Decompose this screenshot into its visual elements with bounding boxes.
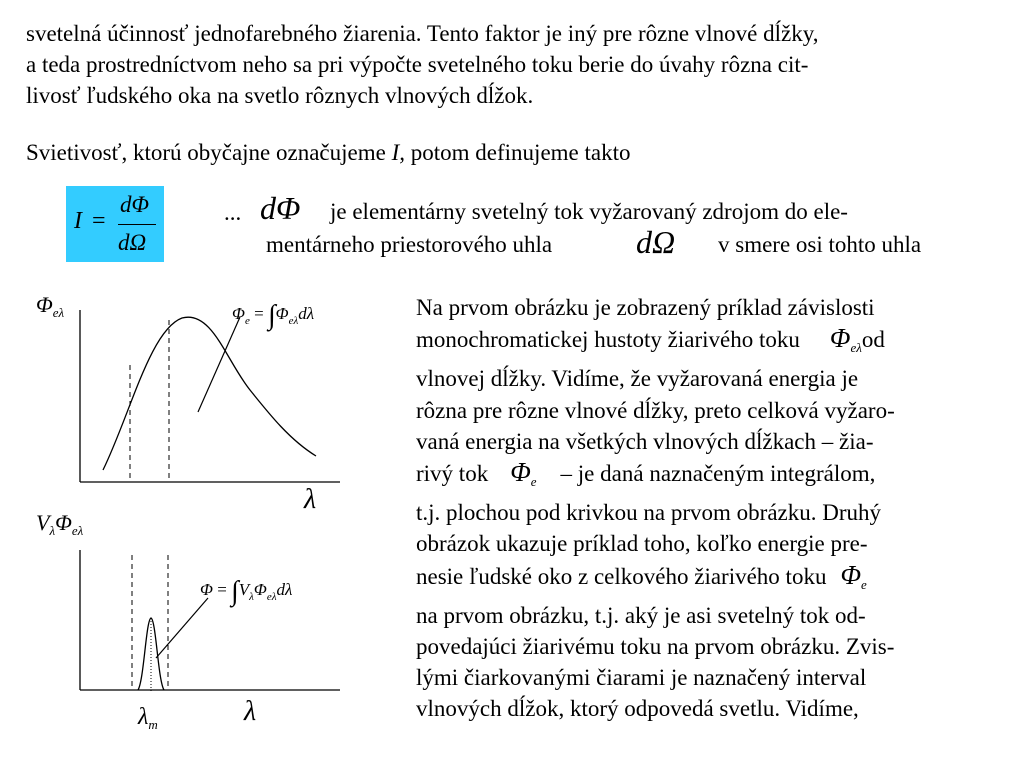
explanation-text-3: v smere osi tohto uhla xyxy=(718,232,922,257)
bottom-integral-V-sub: λ xyxy=(249,591,254,603)
definition-before: Svietivosť, ktorú obyčajne označujeme xyxy=(26,140,392,165)
right-line-9 xyxy=(416,560,895,600)
bottom-ylabel xyxy=(36,510,83,539)
intro-paragraph xyxy=(26,18,818,111)
right-line-3: vlnovej dĺžky. Vidíme, že vyžarovaná energia je xyxy=(416,366,859,392)
right-line-13: vlnových dĺžok, ktorý odpovedá svetlu. Vidíme, xyxy=(416,696,859,722)
top-ylabel xyxy=(36,292,64,321)
bottom-integral-lhs: Φ xyxy=(200,580,213,599)
right-line-9a: nesie ľudské oko z celkového žiarivého toku xyxy=(416,563,827,589)
right-line-6b: – je daná naznačeným integrálom, xyxy=(560,461,876,487)
right-phi3-sub: e xyxy=(861,576,867,592)
definition-symbol: I, xyxy=(391,140,406,165)
bottom-integral-phi: Φ xyxy=(253,580,267,599)
top-integral-sign: ∫ xyxy=(267,300,276,331)
bottom-ylabel-V-sub: λ xyxy=(49,523,56,538)
bottom-peak-label xyxy=(138,704,158,733)
top-ylabel-sub: eλ xyxy=(52,305,65,320)
explanation-domega-symbol: dΩ xyxy=(636,224,676,260)
bottom-integral-sign: ∫ xyxy=(231,576,239,607)
figure-bottom xyxy=(0,530,400,730)
right-line-2 xyxy=(416,323,895,363)
bottom-integral-d: dλ xyxy=(276,580,293,599)
intro-line-3: livosť ľudského oka na svetlo rôznych vlnových dĺžok. xyxy=(26,83,534,108)
formula-lhs: I xyxy=(74,208,82,234)
formula-numerator: dΦ xyxy=(120,192,150,217)
right-phi3-symbol: Φ xyxy=(840,559,862,590)
right-line-7: t.j. plochou pod krivkou na prvom obrázku. Druhý xyxy=(416,500,882,526)
bottom-ylabel-phi-sub: eλ xyxy=(71,523,84,538)
top-integral-d: dλ xyxy=(298,304,315,323)
explanation-text-2: mentárneho priestorového uhla xyxy=(266,232,553,257)
top-xlabel: λ xyxy=(304,484,317,515)
top-spectral-curve xyxy=(103,317,316,470)
bottom-xlabel: λ xyxy=(244,696,257,727)
right-line-6 xyxy=(416,457,895,497)
top-integral-lhs-sub: e xyxy=(244,315,250,327)
right-phi-symbol: Φ xyxy=(829,323,851,354)
bottom-peak-main: λ xyxy=(138,704,149,730)
formula-eq: = xyxy=(92,208,106,234)
formula-box xyxy=(66,186,164,262)
right-line-4: rôzna pre rôzne vlnové dĺžky, preto celková vyžaro- xyxy=(416,397,895,423)
right-line-2b: od xyxy=(861,327,885,353)
right-paragraph xyxy=(416,292,895,725)
explanation-ellipsis: ... xyxy=(224,200,242,225)
bottom-ylabel-phi: Φ xyxy=(55,510,72,535)
right-line-10: na prvom obrázku, t.j. aký je asi svetelný tok od- xyxy=(416,602,866,628)
formula-denominator: dΩ xyxy=(118,230,147,255)
right-phi2-sub: e xyxy=(530,474,537,490)
right-line-2a: monochromatickej hustoty žiarivého toku xyxy=(416,327,800,353)
bottom-integral xyxy=(200,576,292,608)
right-line-11: povedajúci žiarivému toku na prvom obrázku. Zvis- xyxy=(416,634,895,660)
bottom-integral-eq: = xyxy=(217,580,227,599)
bottom-ylabel-V: V xyxy=(36,510,50,535)
bottom-integral-V: V xyxy=(238,580,250,599)
intro-line-1: svetelná účinnosť jednofarebného žiarenia. Tento faktor je iný pre rôzne vlnové dĺžky, xyxy=(26,21,819,46)
explanation-text-1: je elementárny svetelný tok vyžarovaný zdrojom do ele- xyxy=(330,199,848,224)
right-line-6a: rivý tok xyxy=(416,461,489,487)
bottom-integral-phi-sub: eλ xyxy=(266,591,277,603)
top-integral-eq: = xyxy=(254,304,264,323)
bottom-peak-sub: m xyxy=(148,717,158,732)
intro-line-2: a teda prostredníctvom neho sa pri výpočte svetelného toku berie do úvahy rôzna cit- xyxy=(26,52,809,77)
definition-sentence xyxy=(26,137,631,168)
right-line-5: vaná energia na všetkých vlnových dĺžkach – žia- xyxy=(416,428,874,454)
right-phi-sub: eλ xyxy=(850,340,862,356)
top-integral-body-sub: eλ xyxy=(288,315,299,327)
right-line-12: lými čiarkovanými čiarami je naznačený interval xyxy=(416,665,867,691)
top-integral-body: Φ xyxy=(275,304,289,323)
explanation-dphi-symbol: dΦ xyxy=(260,190,301,226)
top-ylabel-main: Φ xyxy=(36,292,53,317)
right-line-1: Na prvom obrázku je zobrazený príklad závislosti xyxy=(416,295,875,320)
right-phi2-symbol: Φ xyxy=(510,457,531,488)
definition-after: potom definujeme takto xyxy=(405,140,631,165)
top-integral xyxy=(232,300,314,332)
right-line-8: obrázok ukazuje príklad toho, koľko energie pre- xyxy=(416,531,868,557)
fraction-bar xyxy=(118,224,156,225)
top-integral-lhs: Φ xyxy=(232,304,245,323)
